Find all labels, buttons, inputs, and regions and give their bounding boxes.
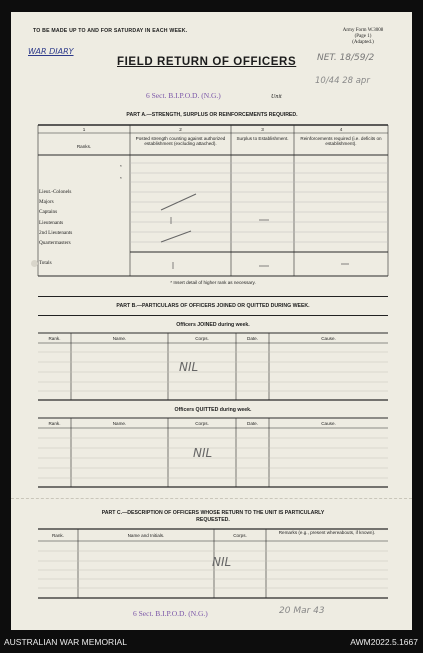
col-cause: Cause. xyxy=(321,336,336,341)
ranks-header: Ranks. xyxy=(76,144,92,149)
form-number-line1: Army Form W.3008 xyxy=(342,28,384,33)
col-number-4: 4 xyxy=(339,127,343,132)
instruction-text: TO BE MADE UP TO AND FOR SATURDAY IN EACH WEEK. xyxy=(33,28,188,34)
reinforcements-header: Reinforcements required (i.e. deficits on establishment). xyxy=(300,136,382,147)
star-mark-1: * xyxy=(120,164,122,169)
unit-label: Unit xyxy=(271,94,282,100)
form-title: FIELD RETURN OF OFFICERS xyxy=(117,56,297,68)
col-name: Name. xyxy=(112,421,127,426)
unit-stamp: 6 Sect. B.I.P.O.D. (N.G.) xyxy=(146,91,221,100)
col-name: Name. xyxy=(112,336,127,341)
col-corps: Corps. xyxy=(233,533,247,538)
form-number-line2: (Page 1) xyxy=(354,33,372,39)
quitted-title: Officers QUITTED during week. xyxy=(174,407,252,413)
col-rank: Rank. xyxy=(51,533,64,538)
footer-handwritten-date: 20 Mar 43 xyxy=(279,606,325,616)
surplus-header: Surplus to Establishment. xyxy=(236,136,289,141)
part-a-heading: PART A.—STRENGTH, SURPLUS OR REINFORCEMENTS REQUIRED. xyxy=(126,112,298,118)
col-number-2: 2 xyxy=(179,127,182,132)
col-number-1: 1 xyxy=(82,127,86,132)
rank-row: Majors xyxy=(39,199,54,206)
quitted-nil-entry: NIL xyxy=(193,446,213,460)
col-date: Date. xyxy=(247,421,258,426)
col-corps: Corps. xyxy=(195,336,209,341)
joined-title: Officers JOINED during week. xyxy=(176,322,250,328)
footer-stamp: 6 Sect. B.I.P.O.D. (N.G.) xyxy=(133,609,208,618)
col-name-initials: Name and Initials. xyxy=(127,533,165,538)
col-remarks: Remarks (e.g., present whereabouts, if known). xyxy=(278,530,376,535)
part-a-footnote: * Insert detail of higher rank as necessary. xyxy=(170,280,256,285)
handwritten-reference: NET. 18/59/2 xyxy=(317,53,375,63)
archive-caption-bar xyxy=(0,631,423,653)
rank-row: Lieut.-Colonels xyxy=(39,189,72,195)
col-corps: Corps. xyxy=(195,421,209,426)
rank-row: Captains xyxy=(39,209,58,216)
star-mark-2: * xyxy=(120,176,122,181)
handwritten-reference-date: 10/44 28 apr xyxy=(315,76,370,86)
part-b-heading: PART B.—PARTICULARS OF OFFICERS JOINED OR QUITTED DURING WEEK. xyxy=(116,303,310,309)
caption-institution: AUSTRALIAN WAR MEMORIAL xyxy=(4,637,127,647)
part-c-nil-entry: NIL xyxy=(212,555,232,569)
handwritten-war-diary: WAR DIARY xyxy=(28,47,74,56)
totals-label: Totals xyxy=(39,260,52,266)
col-date: Date. xyxy=(247,336,258,341)
col-rank: Rank. xyxy=(48,336,61,341)
rank-row: Lieutenants xyxy=(39,219,64,226)
col-number-3: 3 xyxy=(261,127,264,132)
part-c-heading-line2: REQUESTED. xyxy=(196,517,230,524)
rank-row: Quartermasters xyxy=(39,240,71,247)
rank-row: 2nd Lieutenants xyxy=(39,229,73,236)
joined-nil-entry: NIL xyxy=(179,360,199,374)
col-rank: Rank. xyxy=(48,421,61,426)
form-number-line3: (Adapted.) xyxy=(352,39,374,45)
part-c-heading-line1: PART C.—DESCRIPTION OF OFFICERS WHOSE RETURN TO THE UNIT IS PARTICULARLY xyxy=(101,510,325,516)
posted-strength-header: Posted strength counting against authorized establishment (excluding attached). xyxy=(135,136,226,147)
col-cause: Cause. xyxy=(321,421,336,426)
form-sheet xyxy=(11,12,412,630)
caption-accession-number: AWM2022.5.1667 xyxy=(350,637,418,647)
